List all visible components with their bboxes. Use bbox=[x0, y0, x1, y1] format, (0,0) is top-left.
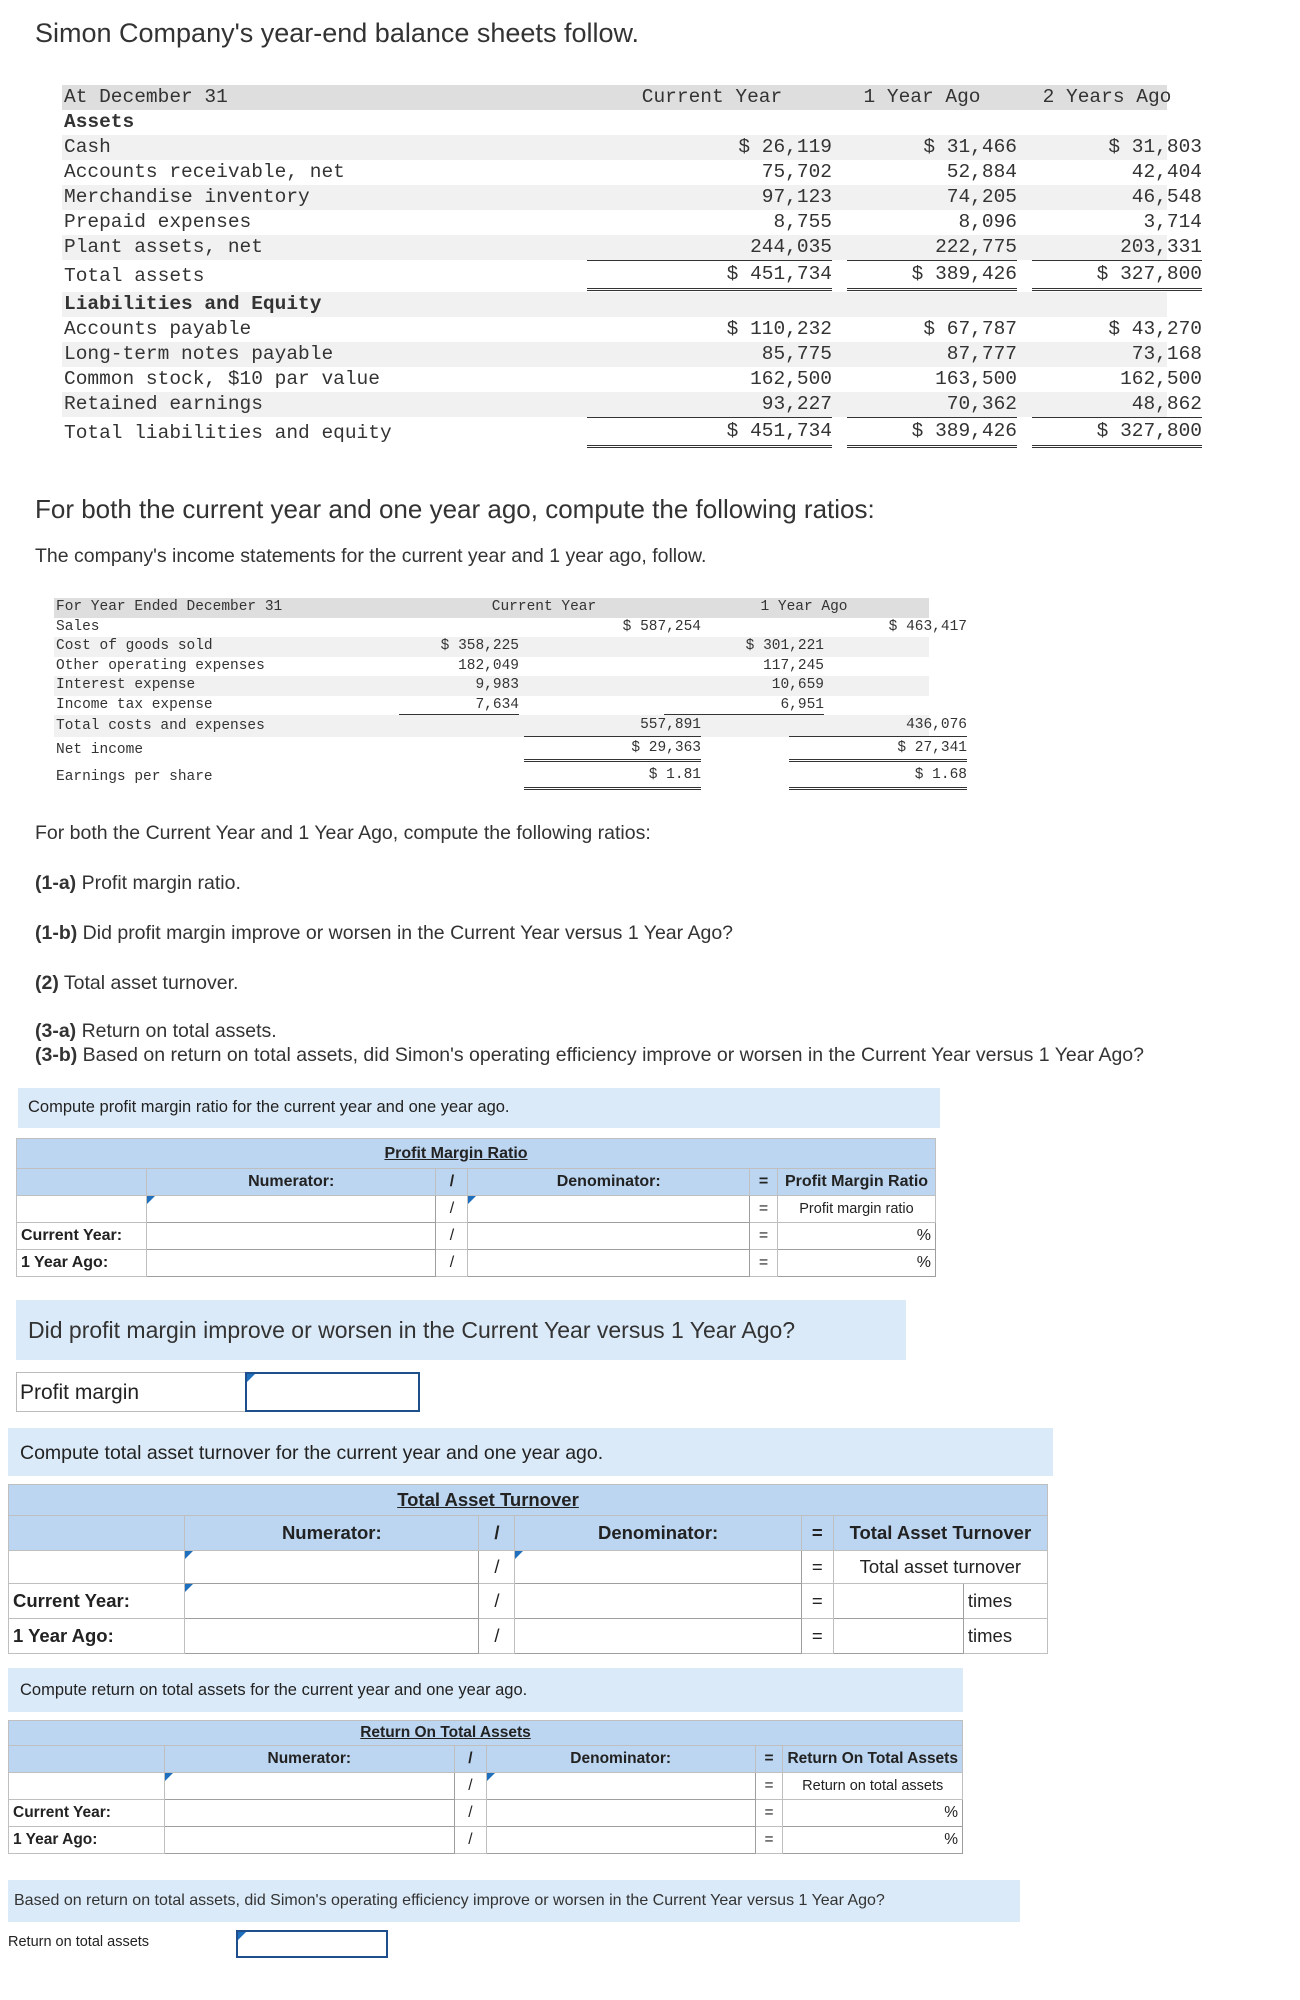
bs-row bbox=[62, 135, 1202, 160]
pm-select-label: Profit margin bbox=[20, 1381, 140, 1404]
numerator-select[interactable] bbox=[146, 1196, 436, 1223]
tat-instruction: Compute total asset turnover for the current year and one year ago. bbox=[20, 1442, 604, 1464]
question-tag: (1-b) bbox=[35, 922, 78, 944]
is-value: 182,049 bbox=[458, 657, 519, 674]
bs-label: Cash bbox=[64, 136, 111, 158]
denominator-header: Denominator: bbox=[468, 1169, 750, 1196]
bs-value: 203,331 bbox=[1032, 235, 1202, 261]
bs-liab-heading bbox=[62, 292, 1167, 317]
dropdown-marker-icon bbox=[487, 1773, 495, 1781]
ratios-heading: For both the current year and one year ago, compute the following ratios: bbox=[35, 494, 875, 524]
slash: / bbox=[454, 1773, 486, 1800]
pm-improve-worsen-select[interactable] bbox=[245, 1372, 420, 1412]
row-label-current: Current Year: bbox=[17, 1223, 147, 1250]
question-tag: (3-a) bbox=[35, 1020, 77, 1042]
question-tag: (3-b) bbox=[35, 1044, 78, 1066]
slash: / bbox=[479, 1551, 515, 1584]
bs-label: Merchandise inventory bbox=[64, 186, 310, 208]
numerator-input-current[interactable] bbox=[146, 1223, 436, 1250]
bs-value: 85,775 bbox=[761, 343, 832, 365]
is-row bbox=[54, 696, 929, 716]
slash-header: / bbox=[436, 1169, 468, 1196]
pm-question: Did profit margin improve or worsen in the Current Year versus 1 Year Ago? bbox=[28, 1317, 796, 1343]
numerator-input-1yr[interactable] bbox=[164, 1827, 454, 1854]
roa-instruction: Compute return on total assets for the current year and one year ago. bbox=[20, 1681, 528, 1699]
bs-value: $ 451,734 bbox=[587, 260, 832, 291]
is-value: 6,951 bbox=[664, 696, 824, 715]
is-value: $ 27,341 bbox=[789, 737, 967, 762]
is-label: Other operating expenses bbox=[56, 657, 265, 674]
bs-value: 93,227 bbox=[587, 392, 832, 418]
is-header-label: For Year Ended December 31 bbox=[56, 599, 283, 615]
is-value: $ 1.68 bbox=[789, 763, 967, 790]
is-row bbox=[54, 618, 967, 638]
question-1a bbox=[35, 872, 241, 895]
header-empty bbox=[17, 1169, 147, 1196]
bs-value: 8,755 bbox=[773, 211, 832, 233]
is-label: Total costs and expenses bbox=[56, 718, 265, 734]
row-label-empty bbox=[17, 1196, 147, 1223]
income-intro: The company's income statements for the current year and 1 year ago, follow. bbox=[35, 545, 707, 567]
is-label: Income tax expense bbox=[56, 696, 213, 713]
bs-label: Common stock, $10 par value bbox=[64, 368, 380, 390]
roa-select-label: Return on total assets bbox=[8, 1934, 150, 1950]
is-label: Net income bbox=[56, 742, 144, 758]
numerator-input-1yr[interactable] bbox=[146, 1250, 436, 1277]
is-value: $ 301,221 bbox=[745, 638, 824, 654]
bs-header-label: At December 31 bbox=[64, 86, 228, 108]
dropdown-marker-icon bbox=[468, 1196, 476, 1204]
denominator-input-1yr[interactable] bbox=[515, 1619, 801, 1654]
equals: = bbox=[755, 1827, 783, 1854]
row-label-1yr: 1 Year Ago: bbox=[17, 1250, 147, 1277]
bs-value: $ 110,232 bbox=[726, 318, 832, 340]
row-label-current: Current Year: bbox=[9, 1800, 165, 1827]
bs-value: 87,777 bbox=[946, 343, 1017, 365]
roa-title: Return On Total Assets bbox=[360, 1724, 531, 1741]
equals: = bbox=[750, 1250, 778, 1277]
is-value: 7,634 bbox=[399, 696, 519, 715]
is-label: Sales bbox=[56, 618, 100, 635]
question-3b bbox=[35, 1044, 1144, 1067]
is-value: $ 587,254 bbox=[622, 618, 701, 635]
percent-unit: % bbox=[916, 1254, 931, 1271]
bs-value: 162,500 bbox=[1120, 368, 1202, 390]
bs-label: Accounts receivable, net bbox=[64, 161, 345, 183]
denominator-input-current[interactable] bbox=[515, 1584, 801, 1619]
is-label: Earnings per share bbox=[56, 769, 213, 785]
equals-header: = bbox=[755, 1746, 783, 1773]
denominator-input-current[interactable] bbox=[468, 1223, 750, 1250]
dropdown-marker-icon bbox=[165, 1773, 173, 1781]
bs-row bbox=[62, 367, 1202, 392]
denominator-select[interactable] bbox=[468, 1196, 750, 1223]
header-empty bbox=[9, 1516, 185, 1551]
denominator-header: Denominator: bbox=[515, 1516, 801, 1551]
result-input-current[interactable] bbox=[777, 1223, 935, 1250]
bs-value: $ 451,734 bbox=[587, 417, 832, 448]
questions-lead: For both the Current Year and 1 Year Ago, compute the following ratios: bbox=[35, 822, 651, 844]
bs-row bbox=[62, 392, 1202, 417]
profit-margin-title: Profit Margin Ratio bbox=[384, 1144, 528, 1162]
is-value: 10,659 bbox=[771, 677, 824, 693]
equals: = bbox=[801, 1584, 833, 1619]
is-value: $ 29,363 bbox=[524, 737, 701, 762]
profit-margin-title-cell bbox=[17, 1139, 936, 1169]
equals-header: = bbox=[750, 1169, 778, 1196]
bs-value: 222,775 bbox=[847, 235, 1017, 261]
numerator-select[interactable] bbox=[164, 1773, 454, 1800]
result-header: Profit Margin Ratio bbox=[777, 1169, 935, 1196]
bs-row bbox=[62, 342, 1202, 367]
numerator-input-current[interactable] bbox=[164, 1800, 454, 1827]
intro-text: Simon Company's year-end balance sheets follow. bbox=[35, 18, 639, 48]
bs-row bbox=[62, 160, 1202, 185]
denominator-select[interactable] bbox=[486, 1773, 755, 1800]
income-statement bbox=[54, 598, 967, 791]
numerator-select[interactable] bbox=[185, 1551, 479, 1584]
percent-unit: % bbox=[944, 1804, 958, 1821]
bs-col-1yr: 1 Year Ago bbox=[863, 86, 981, 108]
bs-label: Total assets bbox=[64, 265, 205, 287]
result-header: Total Asset Turnover bbox=[833, 1516, 1047, 1551]
bs-value: 75,702 bbox=[761, 161, 832, 183]
pm-select-label-cell bbox=[16, 1372, 247, 1412]
bs-value: 162,500 bbox=[750, 368, 832, 390]
bs-value: 244,035 bbox=[587, 235, 832, 261]
slash: / bbox=[436, 1196, 468, 1223]
equals-header: = bbox=[801, 1516, 833, 1551]
dropdown-marker-icon bbox=[247, 1374, 255, 1382]
bs-value: 73,168 bbox=[1131, 343, 1202, 365]
is-value: $ 358,225 bbox=[440, 638, 519, 654]
bs-row bbox=[62, 210, 1202, 235]
slash: / bbox=[436, 1223, 468, 1250]
bs-label: Total liabilities and equity bbox=[64, 422, 392, 444]
bs-label: Accounts payable bbox=[64, 318, 252, 340]
bs-col-current: Current Year bbox=[641, 86, 783, 108]
roa-question: Based on return on total assets, did Simon's operating efficiency improve or worsen in the Current Year versus 1 Year Ago? bbox=[14, 1892, 885, 1909]
bs-value: 48,862 bbox=[1032, 392, 1202, 418]
bs-value: 74,205 bbox=[946, 186, 1017, 208]
profit-margin-instruction: Compute profit margin ratio for the current year and one year ago. bbox=[28, 1098, 510, 1116]
result-input-1yr[interactable] bbox=[833, 1619, 963, 1654]
bs-value: $ 31,803 bbox=[1108, 136, 1202, 158]
result-subheader: Return on total assets bbox=[783, 1773, 963, 1800]
slash: / bbox=[436, 1250, 468, 1277]
header-empty bbox=[9, 1746, 165, 1773]
numerator-header: Numerator: bbox=[185, 1516, 479, 1551]
is-label: Interest expense bbox=[56, 677, 196, 693]
slash: / bbox=[479, 1619, 515, 1654]
bs-label: Plant assets, net bbox=[64, 236, 263, 258]
is-header-row bbox=[54, 598, 929, 618]
result-input-1yr[interactable] bbox=[777, 1250, 935, 1277]
dropdown-marker-icon bbox=[515, 1551, 523, 1559]
profit-margin-instruction-band bbox=[18, 1088, 940, 1128]
is-value: 557,891 bbox=[524, 715, 701, 737]
question-text: Did profit margin improve or worsen in the Current Year versus 1 Year Ago? bbox=[77, 922, 734, 944]
bs-label: Long-term notes payable bbox=[64, 343, 334, 365]
question-text: Based on return on total assets, did Simon's operating efficiency improve or worsen in the Current Year versus 1 Year Ago? bbox=[77, 1044, 1144, 1066]
bs-row bbox=[62, 185, 1202, 210]
bs-total-assets-row bbox=[62, 260, 1202, 292]
numerator-input-1yr[interactable] bbox=[185, 1619, 479, 1654]
result-header: Return On Total Assets bbox=[783, 1746, 963, 1773]
bs-value: $ 327,800 bbox=[1032, 417, 1202, 448]
result-input-current[interactable] bbox=[833, 1584, 963, 1619]
roa-table bbox=[8, 1720, 963, 1854]
slash-header: / bbox=[454, 1746, 486, 1773]
bs-value: $ 67,787 bbox=[923, 318, 1017, 340]
is-col-1yr: 1 Year Ago bbox=[760, 599, 848, 615]
slash: / bbox=[454, 1827, 486, 1854]
balance-sheet bbox=[62, 85, 1202, 449]
is-value: 436,076 bbox=[789, 715, 967, 737]
denominator-input-1yr[interactable] bbox=[468, 1250, 750, 1277]
question-2 bbox=[35, 972, 238, 995]
bs-value: $ 43,270 bbox=[1108, 318, 1202, 340]
slash-header: / bbox=[479, 1516, 515, 1551]
bs-assets-heading bbox=[62, 110, 1167, 135]
bs-label: Retained earnings bbox=[64, 393, 263, 415]
liabilities-heading: Liabilities and Equity bbox=[64, 293, 322, 315]
row-label-current: Current Year: bbox=[9, 1584, 185, 1619]
bs-value: $ 389,426 bbox=[847, 260, 1017, 291]
question-text: Profit margin ratio. bbox=[76, 872, 241, 894]
roa-instruction-band bbox=[8, 1668, 963, 1712]
slash: / bbox=[479, 1584, 515, 1619]
dropdown-marker-icon bbox=[147, 1196, 155, 1204]
equals: = bbox=[755, 1800, 783, 1827]
times-unit: times bbox=[963, 1619, 1047, 1654]
roa-question-band bbox=[8, 1880, 1020, 1922]
dropdown-marker-icon bbox=[238, 1932, 246, 1940]
bs-value: 52,884 bbox=[946, 161, 1017, 183]
is-value: $ 463,417 bbox=[888, 618, 967, 635]
bs-value: 8,096 bbox=[958, 211, 1017, 233]
row-label-empty bbox=[9, 1551, 185, 1584]
question-text: Return on total assets. bbox=[76, 1020, 277, 1042]
bs-value: $ 31,466 bbox=[923, 136, 1017, 158]
bs-header-row bbox=[62, 85, 1172, 110]
denominator-select[interactable] bbox=[515, 1551, 801, 1584]
is-row bbox=[54, 737, 967, 763]
bs-value: $ 389,426 bbox=[847, 417, 1017, 448]
tat-instruction-band bbox=[8, 1428, 1053, 1476]
is-row bbox=[54, 657, 929, 677]
equals: = bbox=[755, 1773, 783, 1800]
assets-heading: Assets bbox=[64, 111, 135, 133]
bs-label: Prepaid expenses bbox=[64, 211, 252, 233]
bs-value: 46,548 bbox=[1131, 186, 1202, 208]
percent-unit: % bbox=[944, 1831, 958, 1848]
numerator-input-current[interactable] bbox=[185, 1584, 479, 1619]
equals: = bbox=[750, 1196, 778, 1223]
bs-value: 163,500 bbox=[935, 368, 1017, 390]
row-label-1yr: 1 Year Ago: bbox=[9, 1619, 185, 1654]
is-row bbox=[54, 715, 967, 737]
is-col-current: Current Year bbox=[491, 599, 597, 615]
percent-unit: % bbox=[916, 1227, 931, 1244]
equals: = bbox=[750, 1223, 778, 1250]
is-label: Cost of goods sold bbox=[56, 638, 213, 654]
pm-question-band bbox=[16, 1300, 906, 1360]
asset-turnover-table bbox=[8, 1484, 1048, 1654]
tat-title: Total Asset Turnover bbox=[397, 1489, 579, 1510]
bs-col-2yr: 2 Years Ago bbox=[1042, 86, 1172, 108]
equals: = bbox=[801, 1551, 833, 1584]
bs-row bbox=[62, 235, 1202, 260]
question-tag: (2) bbox=[35, 972, 59, 994]
denominator-input-current[interactable] bbox=[486, 1800, 755, 1827]
result-input-1yr[interactable] bbox=[783, 1827, 963, 1854]
question-1b bbox=[35, 922, 733, 945]
result-subheader: Profit margin ratio bbox=[777, 1196, 935, 1223]
is-value: $ 1.81 bbox=[524, 763, 701, 790]
result-subheader: Total asset turnover bbox=[833, 1551, 1047, 1584]
bs-value: 70,362 bbox=[847, 392, 1017, 418]
bs-total-liab-row bbox=[62, 417, 1202, 449]
dropdown-marker-icon bbox=[185, 1551, 193, 1559]
row-label-1yr: 1 Year Ago: bbox=[9, 1827, 165, 1854]
bs-value: 42,404 bbox=[1131, 161, 1202, 183]
question-text: Total asset turnover. bbox=[58, 972, 239, 994]
denominator-input-1yr[interactable] bbox=[486, 1827, 755, 1854]
equals: = bbox=[801, 1619, 833, 1654]
is-row bbox=[54, 763, 967, 791]
row-label-empty bbox=[9, 1773, 165, 1800]
denominator-header: Denominator: bbox=[486, 1746, 755, 1773]
question-3a bbox=[35, 1020, 277, 1043]
roa-improve-worsen-select[interactable] bbox=[236, 1930, 388, 1958]
dropdown-marker-icon bbox=[185, 1584, 193, 1592]
question-tag: (1-a) bbox=[35, 872, 77, 894]
is-row bbox=[54, 637, 929, 657]
profit-margin-table bbox=[16, 1138, 936, 1277]
bs-value: 3,714 bbox=[1143, 211, 1202, 233]
tat-title-cell bbox=[9, 1485, 1048, 1516]
times-unit: times bbox=[963, 1584, 1047, 1619]
bs-row bbox=[62, 317, 1202, 342]
is-row bbox=[54, 676, 929, 696]
roa-title-cell bbox=[9, 1721, 963, 1746]
bs-value: $ 26,119 bbox=[738, 136, 832, 158]
numerator-header: Numerator: bbox=[164, 1746, 454, 1773]
is-value: 117,245 bbox=[763, 657, 824, 674]
bs-value: $ 327,800 bbox=[1032, 260, 1202, 291]
numerator-header: Numerator: bbox=[146, 1169, 436, 1196]
result-input-current[interactable] bbox=[783, 1800, 963, 1827]
bs-value: 97,123 bbox=[761, 186, 832, 208]
slash: / bbox=[454, 1800, 486, 1827]
is-value: 9,983 bbox=[475, 677, 519, 693]
